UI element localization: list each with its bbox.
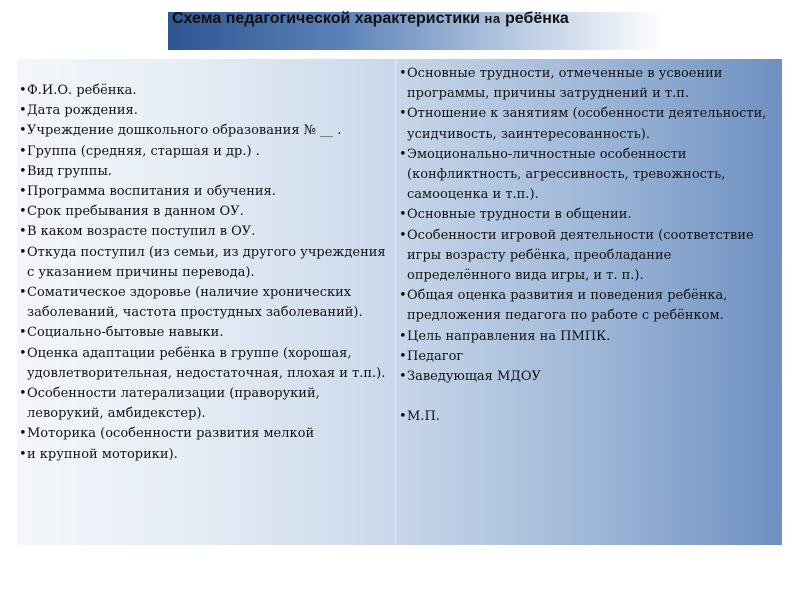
left-column-list — [19, 81, 391, 465]
list-item: • Дата рождения. — [19, 101, 391, 121]
list-item: • Основные трудности в общении. — [399, 205, 771, 225]
list-item: • Социально-бытовые навыки. — [19, 323, 391, 343]
list-item: • Вид группы. — [19, 162, 391, 182]
list-item: • Особенности игровой деятельности (соответствие игры возрасту ребёнка, преобладание определённого вида игры, и т. п.). — [399, 226, 771, 287]
list-item: • Оценка адаптации ребёнка в группе (хорошая, удовлетворительная, недостаточная, плохая и т.п.). — [19, 344, 391, 384]
list-item: • и крупной моторики). — [19, 445, 391, 465]
list-item: • Откуда поступил (из семьи, из другого учреждения с указанием причины перевода). — [19, 243, 391, 283]
list-item: • Особенности латерализации (праворукий, леворукий, амбидекстер). — [19, 384, 391, 424]
list-item: • Цель направления на ПМПК. — [399, 327, 771, 347]
list-item: • М.П. — [399, 407, 771, 427]
list-item: • Учреждение дошкольного образования № __ . — [19, 121, 391, 141]
list-item: • Срок пребывания в данном ОУ. — [19, 202, 391, 222]
list-item: • Соматическое здоровье (наличие хронических заболеваний, частота простудных заболеваний). — [19, 283, 391, 323]
title-na: на — [484, 11, 501, 26]
slide-title — [172, 10, 654, 28]
list-item: • Моторика (особенности развития мелкой — [19, 424, 391, 444]
column-divider — [395, 59, 396, 545]
list-item: • Ф.И.О. ребёнка. — [19, 81, 391, 101]
list-item: • Отношение к занятиям (особенности деятельности, усидчивость, заинтересованность). — [399, 104, 771, 144]
right-column-list — [399, 64, 771, 427]
list-item: • В каком возрасте поступил в ОУ. — [19, 222, 391, 242]
list-item: • Педагог — [399, 347, 771, 367]
list-item: • Общая оценка развития и поведения ребёнка, предложения педагога по работе с ребёнком. — [399, 286, 771, 326]
list-item: • Основные трудности, отмеченные в усвоении программы, причины затруднений и т.п. — [399, 64, 771, 104]
list-item: • Программа воспитания и обучения. — [19, 182, 391, 202]
list-item: • Заведующая МДОУ — [399, 367, 771, 387]
title-main: Схема педагогической характеристики — [172, 10, 481, 27]
list-item: • Эмоционально-личностные особенности (конфликтность, агрессивность, тревожность, самооценка и т.п.). — [399, 145, 771, 206]
list-item: • Группа (средняя, старшая и др.) . — [19, 142, 391, 162]
title-tail: ребёнка — [505, 10, 569, 27]
